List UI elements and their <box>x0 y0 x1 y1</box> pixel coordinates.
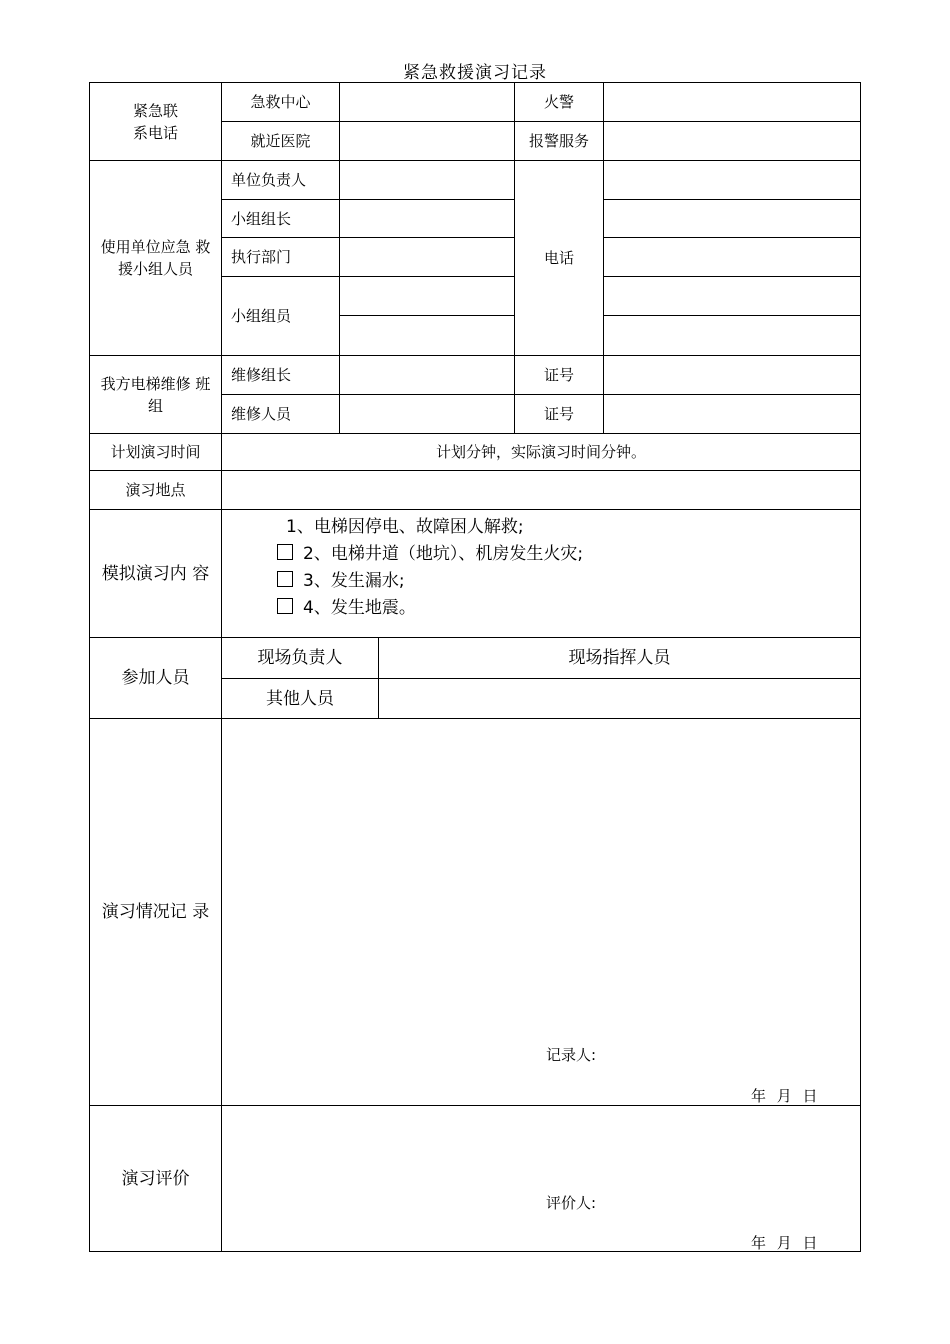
record-date: 年 月 日 <box>751 1087 818 1105</box>
repair-leader-cert-field[interactable] <box>603 355 861 395</box>
simulation-checkbox[interactable] <box>277 571 293 587</box>
team-dept-name-field[interactable] <box>339 237 515 277</box>
evaluation-label: 演习评价 <box>89 1105 222 1252</box>
rescue-center-label: 急救中心 <box>221 82 340 122</box>
simulation-label: 模拟演习内 容 <box>89 509 222 638</box>
repair-staff-label: 维修人员 <box>221 394 340 434</box>
team-phone-field[interactable] <box>603 276 861 316</box>
team-role-dept: 执行部门 <box>221 237 340 277</box>
hospital-phone-field[interactable] <box>339 121 515 161</box>
others-label: 其他人员 <box>221 678 379 719</box>
team-phone-label: 电话 <box>514 160 604 356</box>
team-member-name-field[interactable] <box>339 315 515 356</box>
location-field[interactable] <box>221 470 861 510</box>
team-role-leader: 小组组长 <box>221 199 340 238</box>
team-phone-field[interactable] <box>603 160 861 200</box>
simulation-checkbox[interactable] <box>277 598 293 614</box>
simulation-item[interactable]: 3、发生漏水; <box>277 568 405 595</box>
repair-staff-name-field[interactable] <box>339 394 515 434</box>
contact-header: 紧急联 系电话 <box>89 82 222 161</box>
fire-phone-field[interactable] <box>603 82 861 122</box>
repair-staff-cert-field[interactable] <box>603 394 861 434</box>
police-phone-field[interactable] <box>603 121 861 161</box>
team-phone-field[interactable] <box>603 199 861 238</box>
others-field[interactable] <box>378 678 861 719</box>
hospital-label: 就近医院 <box>221 121 340 161</box>
repair-leader-cert-label: 证号 <box>514 355 604 395</box>
location-label: 演习地点 <box>89 470 222 510</box>
evaluation-field[interactable] <box>221 1105 861 1252</box>
police-label: 报警服务 <box>514 121 604 161</box>
simulation-item[interactable]: 2、电梯井道（地坑）、机房发生火灾; <box>277 541 583 568</box>
onsite-lead-label: 现场负责人 <box>221 637 379 679</box>
drill-record-form <box>89 82 861 1252</box>
team-role-members: 小组组员 <box>221 276 340 356</box>
record-field[interactable] <box>221 718 861 1106</box>
simulation-checkbox[interactable] <box>277 544 293 560</box>
rescue-center-phone-field[interactable] <box>339 82 515 122</box>
simulation-item: 1、电梯因停电、故障困人解救; <box>286 517 524 537</box>
onsite-commander-label: 现场指挥人员 <box>378 637 861 679</box>
repair-staff-cert-label: 证号 <box>514 394 604 434</box>
team-role-head: 单位负责人 <box>221 160 340 200</box>
team-head-name-field[interactable] <box>339 160 515 200</box>
team-leader-name-field[interactable] <box>339 199 515 238</box>
repair-leader-name-field[interactable] <box>339 355 515 395</box>
team-header: 使用单位应急 救 援小组人员 <box>89 160 222 356</box>
record-label: 演习情况记 录 <box>89 718 222 1106</box>
fire-label: 火警 <box>514 82 604 122</box>
team-member-name-field[interactable] <box>339 276 515 316</box>
evaluator-label: 评价人: <box>546 1194 597 1212</box>
repair-header: 我方电梯维修 班 组 <box>89 355 222 434</box>
repair-leader-label: 维修组长 <box>221 355 340 395</box>
evaluation-date: 年 月 日 <box>751 1234 818 1252</box>
team-phone-field[interactable] <box>603 315 861 356</box>
team-phone-field[interactable] <box>603 237 861 277</box>
participants-label: 参加人员 <box>89 637 222 719</box>
simulation-item[interactable]: 4、发生地震。 <box>277 595 416 622</box>
recorder-label: 记录人: <box>546 1046 597 1064</box>
form-title: 紧急救援演习记录 <box>403 63 547 83</box>
plan-time-label: 计划演习时间 <box>89 433 222 471</box>
plan-time-value[interactable]: 计划分钟，实际演习时间分钟。 <box>221 433 861 471</box>
